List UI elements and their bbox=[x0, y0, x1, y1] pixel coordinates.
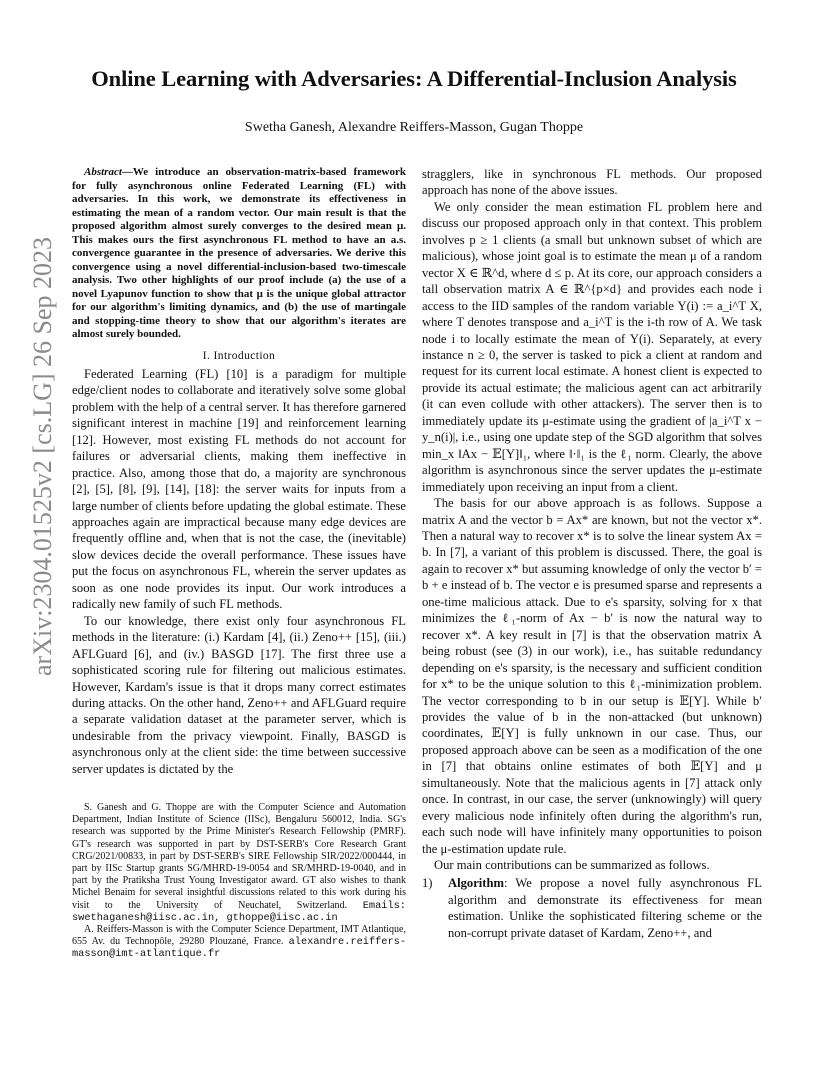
abstract-label: Abstract bbox=[84, 166, 122, 178]
right-paragraph-0: stragglers, like in synchronous FL methods. Our proposed approach has none of the above issues. bbox=[422, 167, 762, 198]
abstract-text: —We introduce an observation-matrix-based framework for fully asynchronous online Federated Learning (FL) with adversaries. In this work, we demonstrate its effectiveness in estimating the mean of a random vector. Our main result is that the proposed algorithm almost surely converges to the desired mean μ. This makes ours the first asynchronous FL method to have an a.s. convergence guarantee in the presence of adversaries. We derive this convergence using a novel differential-inclusion-based two-timescale analysis. Two other highlights of our proof include (a) the use of a novel Lyapunov function to show that μ is the unique global attractor for our algorithm's limiting dynamics, and (b) the use of martingale and stopping-time theory to show that our algorithm's iterates are almost surely bounded. bbox=[72, 166, 406, 340]
author-list: Swetha Ganesh, Alexandre Reiffers-Masson, Gugan Thoppe bbox=[244, 120, 584, 135]
list-number: 1) bbox=[422, 876, 433, 891]
emails-label: Emails: bbox=[362, 899, 406, 912]
abstract bbox=[72, 166, 406, 342]
section-heading-introduction: I. Introduction bbox=[202, 349, 276, 362]
list-label: Algorithm bbox=[448, 876, 504, 891]
paper-title: Online Learning with Adversaries: A Differential-Inclusion Analysis bbox=[91, 66, 737, 91]
right-paragraph-3: Our main contributions can be summarized as follows. bbox=[434, 858, 710, 873]
email-reiffers[interactable]: alexandre.reiffers-masson@imt-atlantique.fr bbox=[72, 936, 407, 961]
footnote-affiliation-1-text: S. Ganesh and G. Thoppe are with the Computer Science and Automation Department, Indian Institute of Science (IISc), Bengaluru 560012, India. SG's research was supported by the Prime Minister's Research Fellowship (PMRF). GT's research was supported in part by DST-SERB's Core Research Grant CRG/2021/00833, in part by DST-SERB's SIRE Fellowship SIR/2022/000444, in part by IISc Startup grants SG/MHRD-19-0054 and SR/MHRD-19-0040, and in part by the Pratiksha Trust Young Investigator award. GT also wishes to thank Michel Benaim for several insightful discussions related to this work during his visit to the University of Neuchatel, Switzerland. bbox=[72, 802, 406, 911]
footnote bbox=[72, 802, 406, 961]
emails-value[interactable]: swethaganesh@iisc.ac.in, gthoppe@iisc.ac.in bbox=[72, 911, 338, 924]
left-column bbox=[72, 166, 406, 777]
intro-paragraph-1: Federated Learning (FL) [10] is a paradigm for multiple edge/client nodes to collaborate and iteratively solve some global problem with the help of a central server. It has therefore garnered significant interest in machine [19] and reinforcement learning [12]. However, most existing FL methods do not account for failures or adversarial clients, making them ineffective in practice. Also, among those that do, a majority are synchronous [2], [5], [8], [9], [14], [18]: the server waits for inputs from a large number of clients before updating the global estimate. These approaches again are impractical because many edge devices are frequently offline and, when that is not the case, the (inevitable) slow devices decide the overall performance. These issues have put the focus on asynchronous FL, wherein the server updates as soon as one node provides its input. Our work introduces a radically new family of such FL methods. bbox=[72, 366, 406, 612]
right-column bbox=[422, 166, 762, 941]
intro-paragraph-2: To our knowledge, there exist only four asynchronous FL methods in the literature: (i.) Kardam [4], (ii.) Zeno++ [15], (iii.) AFLGuard [6], and (iv.) BASGD [17]. The first three use a sophisticated scoring rule for filtering out malicious estimates. However, Kardam's issue is that it drops many correct estimates during attacks. On the other hand, Zeno++ and AFLGuard require a separate validation dataset at the parameter server, which is undesirable from the privacy viewpoint. Finally, BASGD is asynchronous only at the client side: the time between successive server updates is dictated by the bbox=[72, 613, 406, 776]
footnote-affiliation-2 bbox=[72, 924, 406, 961]
contribution-item-1 bbox=[422, 875, 762, 941]
right-paragraph-1: We only consider the mean estimation FL problem here and discuss our proposed approach only in that context. This problem involves p ≥ 1 clients (a small but unknown subset of which are malicious), whose joint goal is to estimate the mean μ of a random vector X ∈ ℝ^d, where d ≤ p. At its core, our approach considers a tall observation matrix A ∈ ℝ^{p×d} and provides each node i access to the IID samples of the random variable Y(i) := a_i^T X, where T denotes transpose and a_i^T is the i-th row of A. We task node i to locally estimate the mean of Y(i). Separately, at every instance n ≥ 0, the server is tasked to pick a client at random and request for its current local estimate. A honest client is expected to provide its actual estimate; the malicious agent can act arbitrarily (it can even collude with other attackers). The server then is to immediately update its μ-estimate using the gradient of |a_i^T x − y_n(i)|, i.e., using one update step of the SGD algorithm that solves min_x ‖Ax − 𝔼[Y]‖₁, where ‖·‖₁ is the ℓ₁ norm. Clearly, the above algorithm is asynchronous since the server updates the μ-estimate immediately upon receiving an input from a client. bbox=[422, 199, 762, 494]
arxiv-stamp: arXiv:2304.01525v2 [cs.LG] 26 Sep 2023 bbox=[28, 236, 57, 676]
list-body bbox=[448, 875, 762, 941]
footnote-affiliation-1 bbox=[72, 802, 406, 924]
right-paragraph-2: The basis for our above approach is as follows. Suppose a matrix A and the vector b = Ax* are known, but not the vector x*. Then a natural way to recover x* is to solve the linear system Ax = b. In [7], a variant of this problem is discussed. There, the goal is again to recover x* but assuming knowledge of only the vector b′ = b + e instead of b. The vector e is presumed sparse and represents a one-time malicious attack. Due to e's sparsity, solving for x that minimizes the ℓ₁-norm of Ax − b′ is now the natural way to recover x*. A key result in [7] is that the observation matrix A being robust (see (3) in our work), i.e., has suitable redundancy depending on e's sparsity, is the necessary and sufficient condition for x* to be the unique solution to this ℓ₁-minimization problem. The vector corresponding to b in our setup is 𝔼[Y]. While b′ provides the value of b in the non-attacked (but unknown) coordinates, 𝔼[Y] is fully unknown in our case. Thus, our proposed approach above can be seen as a modification of the one in [7] that obtains online estimates of both 𝔼[Y] and μ simultaneously. Note that the malicious agents in [7] attack only once. In contrast, in our case, the server (unknowingly) will query every malicious node infinitely often during the algorithm's run, each such node will have infinitely many opportunities to poison the μ-estimation update rule. bbox=[422, 496, 763, 856]
footnote-affiliation-2-text: A. Reiffers-Masson is with the Computer Science Department, IMT Atlantique, 655 Av. du Technopôle, 29280 Plouzané, France. bbox=[72, 924, 406, 948]
list-text: : We propose a novel fully asynchronous FL algorithm and demonstrate its effectiveness for mean estimation. Unlike the sophisticated filtering scheme or the non-corrupt private dataset of Kardam, Zeno++, and bbox=[448, 876, 762, 940]
